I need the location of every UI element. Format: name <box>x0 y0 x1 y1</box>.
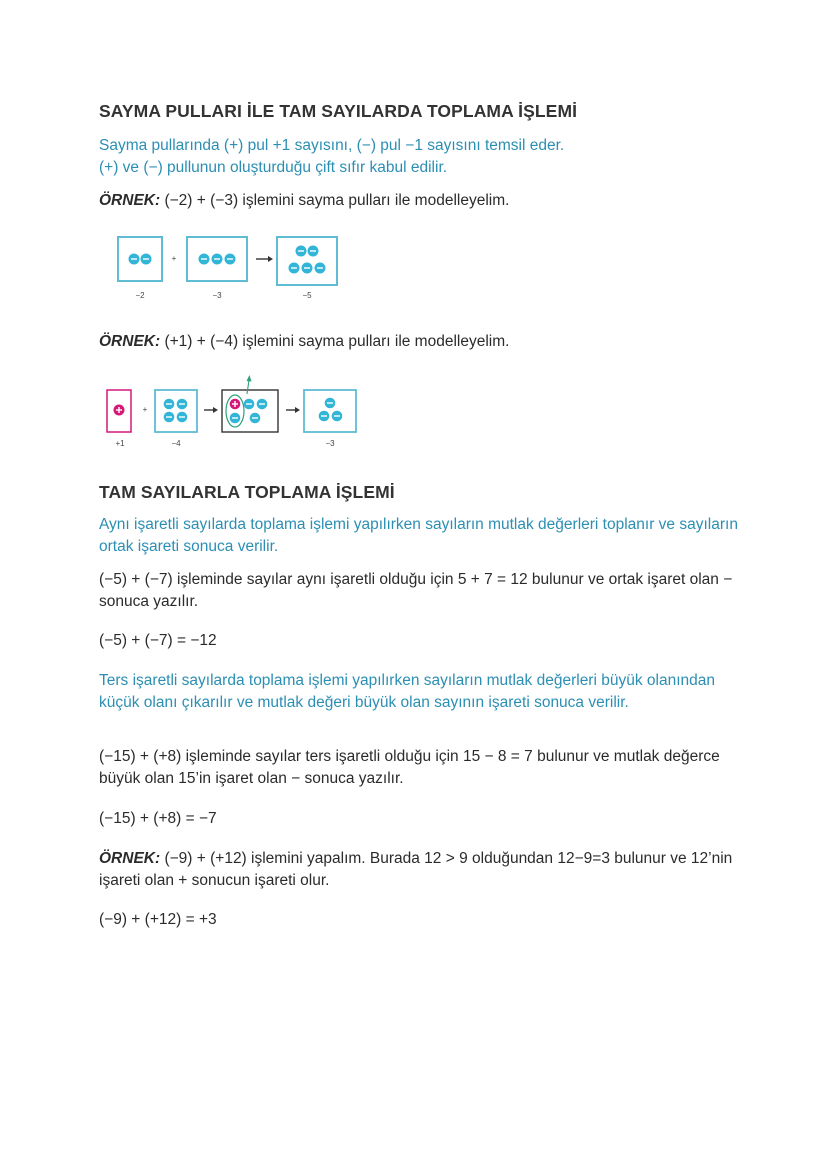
counter-box <box>277 237 337 285</box>
negative-counter <box>199 254 210 265</box>
example-label: ÖRNEK: <box>99 333 161 350</box>
figure-label: −3 <box>325 439 335 448</box>
rule-opposite-sign: Ters işaretli sayılarda toplama işlemi yapılırken sayıların mutlak değerleri büyük olanından küçük olanı çıkarılır ve mutlak değeri büyük olan sayının işareti sonuca verilir. <box>99 672 715 711</box>
example-text: (+1) + (−4) işlemini sayma pulları ile modelleyelim. <box>160 333 510 350</box>
section-title-addition: TAM SAYILARLA TOPLAMA İŞLEMİ <box>99 482 395 502</box>
counter-figure-2 <box>100 374 370 454</box>
example-1 <box>99 190 739 212</box>
negative-counter <box>230 413 241 424</box>
equation-1: (−5) + (−7) = −12 <box>99 632 217 649</box>
negative-counter <box>177 399 188 410</box>
negative-counter <box>164 412 175 423</box>
example-3 <box>99 848 739 892</box>
negative-counter <box>296 246 307 257</box>
figure-label: −4 <box>171 439 181 448</box>
plus-sign: + <box>171 254 177 263</box>
example-text: (−9) + (+12) işlemini yapalım. Burada 12 > 9 olduğundan 12−9=3 bulunur ve 12’nin işareti olan + sonucun işareti olur. <box>99 850 733 889</box>
negative-counter <box>289 263 300 274</box>
negative-counter <box>325 398 336 409</box>
negative-counter <box>129 254 140 265</box>
negative-counter <box>244 399 255 410</box>
equation-3: (−9) + (+12) = +3 <box>99 911 217 928</box>
equation-2: (−15) + (+8) = −7 <box>99 810 217 827</box>
example-label: ÖRNEK: <box>99 850 161 867</box>
negative-counter <box>257 399 268 410</box>
example-label: ÖRNEK: <box>99 192 161 209</box>
example-2 <box>99 331 739 353</box>
plus-sign: + <box>142 405 148 414</box>
positive-counter <box>230 399 241 410</box>
negative-counter <box>332 411 343 422</box>
counter-box <box>304 390 356 432</box>
negative-counter <box>212 254 223 265</box>
section-title-counters: SAYMA PULLARI İLE TAM SAYILARDA TOPLAMA İŞLEMİ <box>99 101 578 121</box>
counter-box <box>222 390 278 432</box>
figure-label: −5 <box>302 291 312 300</box>
figure-label: −2 <box>135 291 145 300</box>
counter-figure-1 <box>110 232 350 302</box>
negative-counter <box>319 411 330 422</box>
positive-counter <box>114 405 125 416</box>
negative-counter <box>308 246 319 257</box>
counter-box <box>155 390 197 432</box>
negative-counter <box>315 263 326 274</box>
arrow-icon <box>256 256 273 262</box>
counter-box <box>118 237 162 281</box>
figure-label: −3 <box>212 291 222 300</box>
negative-counter <box>302 263 313 274</box>
negative-counter <box>225 254 236 265</box>
up-arrow-icon <box>247 375 252 394</box>
arrow-icon <box>286 407 300 413</box>
explanation-same-sign: (−5) + (−7) işleminde sayılar aynı işaretli olduğu için 5 + 7 = 12 bulunur ve ortak işaret olan − sonuca yazılır. <box>99 571 733 610</box>
negative-counter <box>177 412 188 423</box>
explanation-opposite-sign: (−15) + (+8) işleminde sayılar ters işaretli olduğu için 15 − 8 = 7 bulunur ve mutlak değerce büyük olan 15’in işaret olan − sonuca yazılır. <box>99 748 720 787</box>
arrow-icon <box>204 407 218 413</box>
negative-counter <box>164 399 175 410</box>
negative-counter <box>141 254 152 265</box>
rule-same-sign: Aynı işaretli sayılarda toplama işlemi yapılırken sayıların mutlak değerleri toplanır ve sayıların ortak işareti sonuca verilir. <box>99 516 738 555</box>
figure-label: +1 <box>115 439 125 448</box>
intro-line-2: (+) ve (−) pullunun oluşturduğu çift sıfır kabul edilir. <box>99 159 448 176</box>
negative-counter <box>250 413 261 424</box>
intro-line-1: Sayma pullarında (+) pul +1 sayısını, (−) pul −1 sayısını temsil eder. <box>99 137 565 154</box>
example-text: (−2) + (−3) işlemini sayma pulları ile modelleyelim. <box>160 192 510 209</box>
